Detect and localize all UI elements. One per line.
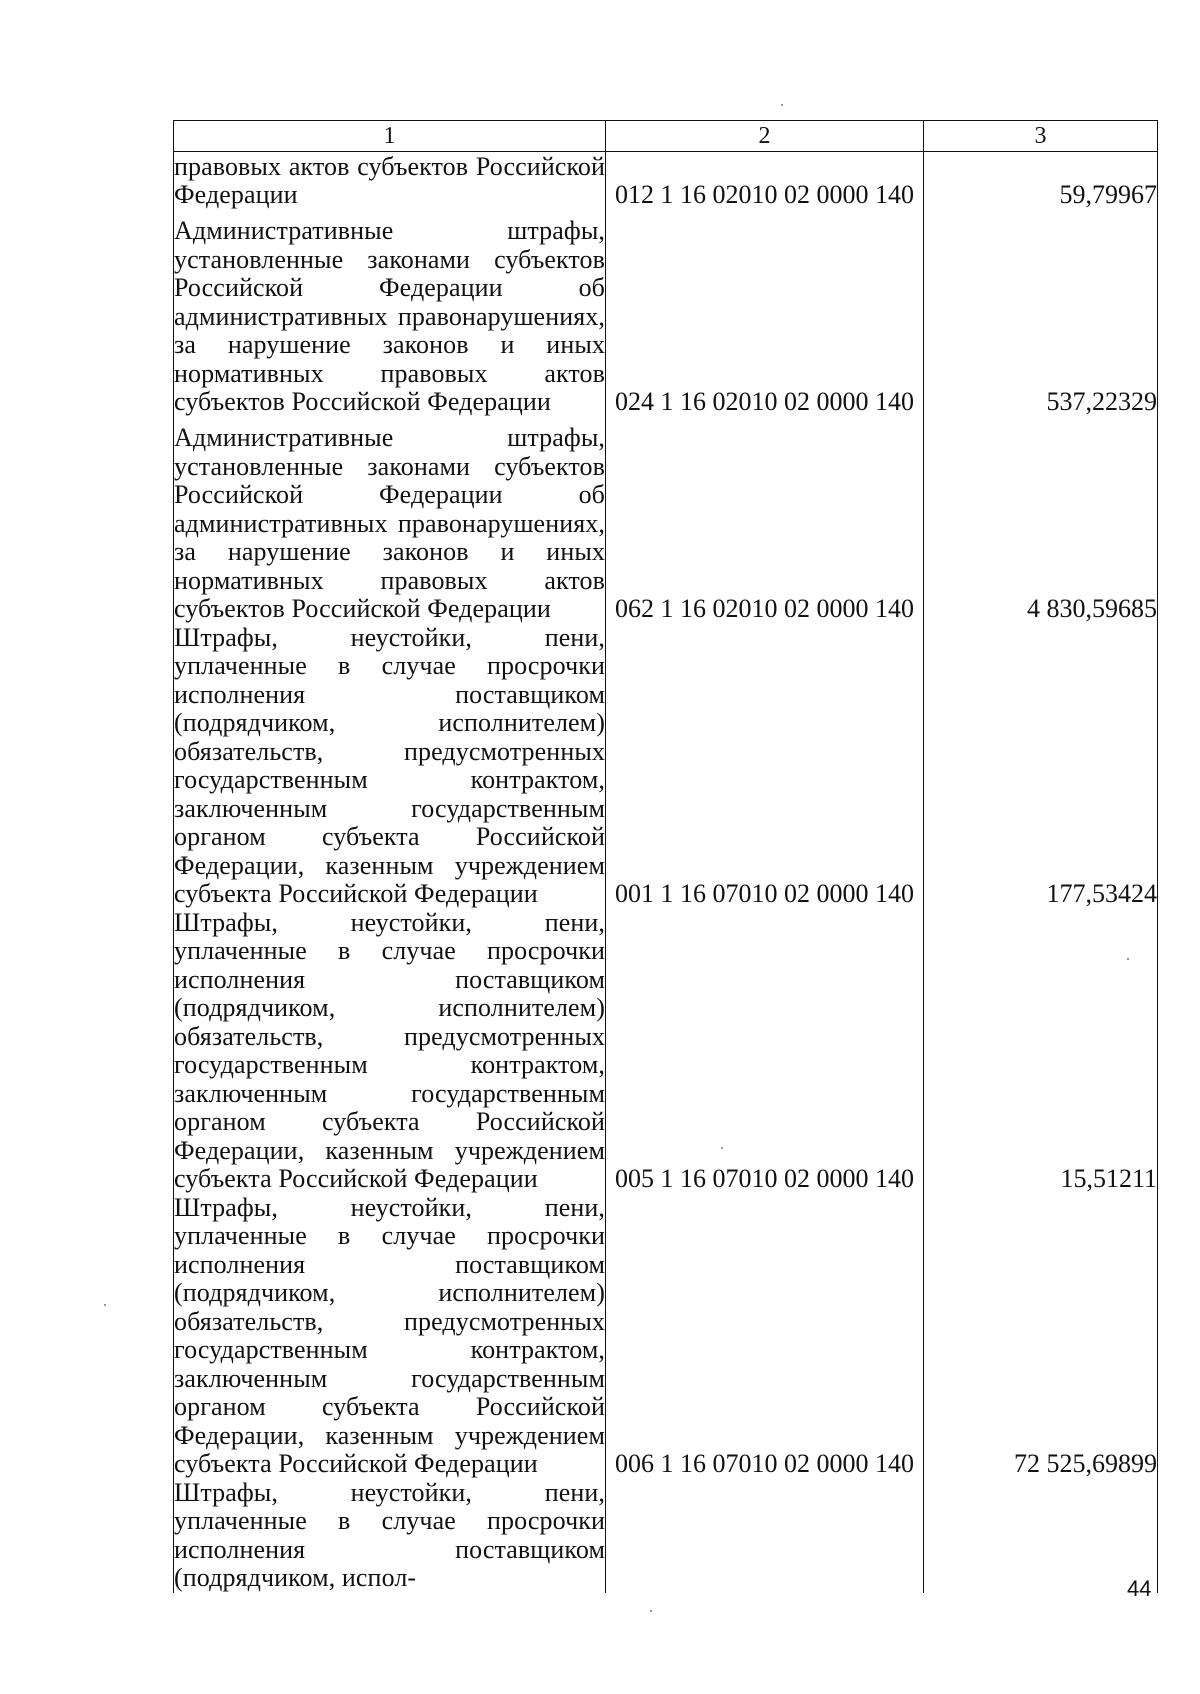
row-description: Штрафы, неустойки, пени, уплаченные в случае просрочки исполнения поставщиком (подрядчиком, исполнителем) обязательств, предусмотренных государственным контрактом, заключенным государственным органом субъекта Российской Федерации, казенным учреждением субъекта Российской Федерации: [174, 622, 605, 908]
scan-speck: [104, 1304, 106, 1306]
page-number: 44: [1127, 1576, 1152, 1601]
row-code: 062 1 16 02010 02 0000 140: [606, 417, 924, 624]
row-description: правовых актов субъектов Российской Федерации: [174, 151, 605, 209]
table-row-continued: [174, 1479, 1158, 1593]
table-row: [174, 1194, 1158, 1479]
scan-speck: [650, 1610, 652, 1612]
row-description: Административные штрафы, установленные законами субъектов Российской Федерации об административных правонарушениях, за нарушение законов и иных нормативных правовых актов субъектов Российской Федерации: [174, 417, 606, 624]
table-row: [174, 152, 1158, 210]
row-description: Штрафы, неустойки, пени, уплаченные в случае просрочки исполнения поставщиком (подрядчиком, исполнителем) обязательств, предусмотренных государственным контрактом, заключенным государственным органом субъекта Российской Федерации, казенным учреждением субъекта Российской Федерации: [174, 907, 605, 1193]
row-amount: 4 830,59685: [924, 417, 1158, 624]
row-description-continued: Штрафы, неустойки, пени, уплаченные в случае просрочки исполнения поставщиком (подрядчиком, испол-: [174, 1477, 605, 1592]
column-header-1: 1: [174, 121, 606, 152]
column-header-3: 3: [924, 121, 1158, 152]
table-header-row: [174, 121, 1158, 152]
row-amount: 177,53424: [924, 624, 1158, 909]
row-description: Административные штрафы, установленные законами субъектов Российской Федерации об административных правонарушениях, за нарушение законов и иных нормативных правовых актов субъектов Российской Федерации: [174, 210, 606, 417]
row-code-empty: [606, 1479, 924, 1593]
row-code: 001 1 16 07010 02 0000 140: [606, 624, 924, 909]
row-code: 024 1 16 02010 02 0000 140: [606, 210, 924, 417]
table-row: [174, 210, 1158, 417]
row-code: 005 1 16 07010 02 0000 140: [606, 909, 924, 1194]
revenue-table: [173, 120, 1158, 1593]
row-amount: 537,22329: [924, 210, 1158, 417]
scan-speck: [1127, 958, 1129, 960]
table-row: [174, 624, 1158, 909]
row-amount: 72 525,69899: [924, 1194, 1158, 1479]
row-code: 006 1 16 07010 02 0000 140: [606, 1194, 924, 1479]
row-amount: 15,51211: [924, 909, 1158, 1194]
table-row: [174, 417, 1158, 624]
row-code: 012 1 16 02010 02 0000 140: [606, 152, 924, 210]
column-header-2: 2: [606, 121, 924, 152]
table-row: [174, 909, 1158, 1194]
row-amount: 59,79967: [924, 152, 1158, 210]
row-description: Штрафы, неустойки, пени, уплаченные в случае просрочки исполнения поставщиком (подрядчиком, исполнителем) обязательств, предусмотренных государственным контрактом, заключенным государственным органом субъекта Российской Федерации, казенным учреждением субъекта Российской Федерации: [174, 1192, 605, 1478]
scan-speck: [721, 1147, 723, 1149]
row-amount-empty: [924, 1479, 1158, 1593]
scan-speck: [781, 104, 783, 106]
